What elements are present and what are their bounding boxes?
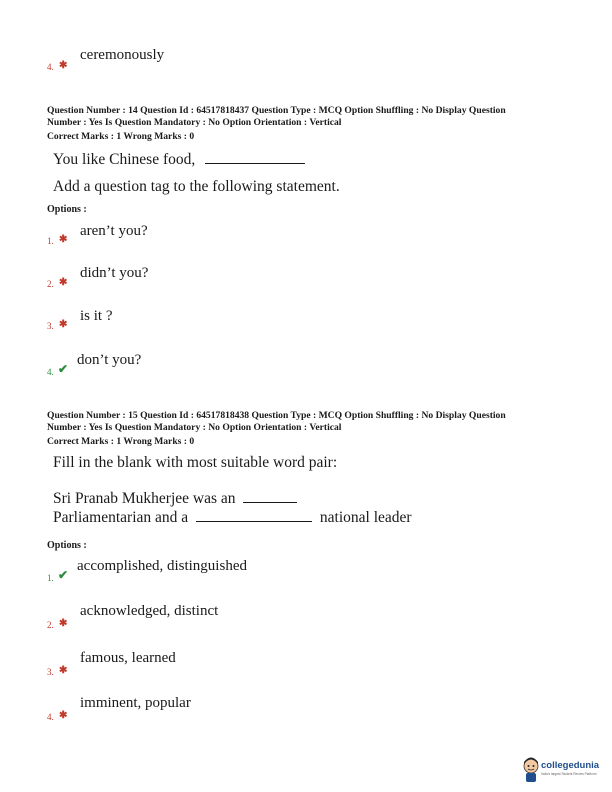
option-text: didn’t you? — [80, 265, 149, 281]
brand-name: collegedunia — [541, 760, 600, 771]
check-icon: ✔ — [58, 568, 69, 582]
option-text: is it ? — [80, 308, 113, 324]
brand-tagline: India's largest Student Review Platform — [541, 772, 597, 776]
brand-logo — [522, 756, 608, 784]
cross-icon: ✱ — [59, 710, 68, 721]
option-number: 3. — [47, 667, 54, 677]
option-number: 3. — [47, 321, 54, 331]
question-stem — [53, 150, 305, 169]
check-icon: ✔ — [58, 362, 69, 376]
question-marks: Correct Marks : 1 Wrong Marks : 0 — [47, 131, 195, 142]
question-stem — [53, 508, 412, 527]
answer-blank — [243, 489, 297, 503]
cross-icon: ✱ — [59, 618, 68, 629]
cross-icon: ✱ — [59, 60, 68, 71]
option-number: 4. — [47, 62, 54, 72]
question-meta-line: Number : Yes Is Question Mandatory : No Option Orientation : Vertical — [47, 117, 342, 128]
answer-blank — [205, 150, 305, 164]
option-number: 1. — [47, 236, 54, 246]
option-text: imminent, popular — [80, 695, 191, 711]
option-text: aren’t you? — [80, 223, 148, 239]
option-text: accomplished, distinguished — [77, 558, 247, 574]
answer-blank — [196, 508, 312, 522]
options-label: Options : — [47, 540, 87, 551]
option-text: ceremonously — [80, 47, 165, 63]
question-stem-text: Parliamentarian and a — [53, 509, 189, 526]
question-meta-line: Number : Yes Is Question Mandatory : No Option Orientation : Vertical — [47, 422, 342, 433]
question-meta-line: Question Number : 15 Question Id : 64517818438 Question Type : MCQ Option Shuffling : No Display Question — [47, 410, 506, 421]
question-instruction: Fill in the blank with most suitable word pair: — [53, 454, 338, 471]
question-stem-text: Sri Pranab Mukherjee was an — [53, 490, 236, 507]
cross-icon: ✱ — [59, 665, 68, 676]
option-text: don’t you? — [77, 352, 142, 368]
options-label: Options : — [47, 204, 87, 215]
option-text: acknowledged, distinct — [80, 603, 219, 619]
option-text: famous, learned — [80, 650, 176, 666]
mascot-icon — [522, 757, 540, 783]
option-number: 2. — [47, 620, 54, 630]
question-stem-text: You like Chinese food, — [53, 151, 196, 168]
cross-icon: ✱ — [59, 234, 68, 245]
option-number: 2. — [47, 279, 54, 289]
cross-icon: ✱ — [59, 319, 68, 330]
cross-icon: ✱ — [59, 277, 68, 288]
option-number: 1. — [47, 573, 54, 583]
option-number: 4. — [47, 367, 54, 377]
question-meta-line: Question Number : 14 Question Id : 64517818437 Question Type : MCQ Option Shuffling : No Display Question — [47, 105, 506, 116]
question-stem — [53, 489, 297, 508]
option-number: 4. — [47, 712, 54, 722]
question-instruction: Add a question tag to the following statement. — [53, 178, 340, 195]
question-marks: Correct Marks : 1 Wrong Marks : 0 — [47, 436, 195, 447]
question-stem-text: national leader — [319, 509, 412, 526]
